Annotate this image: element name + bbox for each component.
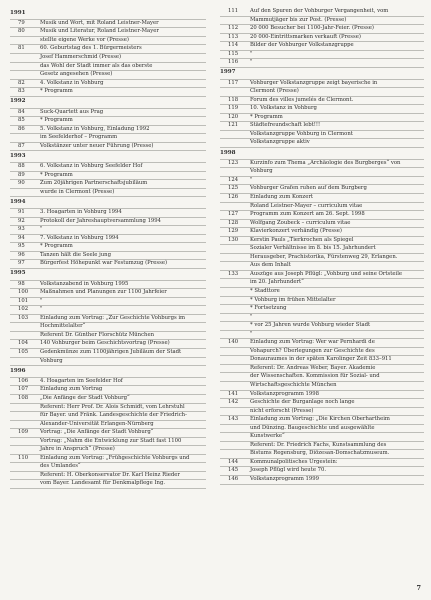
index-entry-line bbox=[10, 421, 206, 430]
index-entry-line bbox=[10, 386, 206, 395]
index-entry-line bbox=[10, 54, 206, 63]
entry-text: Mammutjäger bis zur Post. (Presse) bbox=[250, 16, 347, 23]
index-entry-line bbox=[10, 323, 206, 332]
entry-text: Geschichte der Burganlage noch lange bbox=[250, 399, 355, 406]
entry-number: 80 bbox=[18, 28, 25, 35]
entry-number: 88 bbox=[18, 163, 25, 170]
year-label: 1994 bbox=[10, 198, 26, 205]
index-entry-line bbox=[220, 25, 424, 34]
entry-text: Referent: Dr. Andreas Weber, Bayer. Akademie bbox=[250, 364, 376, 371]
year-heading bbox=[220, 148, 424, 160]
year-label: 1995 bbox=[10, 270, 26, 277]
entry-text: * Programm bbox=[40, 88, 73, 95]
year-label: 1991 bbox=[10, 9, 26, 16]
index-entry-line bbox=[220, 459, 424, 468]
index-entry-line bbox=[220, 51, 424, 60]
entry-text: Bürgerfest Höhepunkt war Festumzug (Presse) bbox=[40, 260, 168, 267]
entry-text: 4. Hoagarten im Seefelder Hof bbox=[40, 377, 123, 384]
entry-text: * Programm bbox=[40, 243, 73, 250]
index-entry-line bbox=[220, 211, 424, 220]
entry-number: 89 bbox=[18, 171, 25, 178]
index-entry-line bbox=[10, 189, 206, 198]
entry-text: Aus dem Inhalt bbox=[250, 262, 291, 269]
entry-text: 5. Volkstanz in Vohburg, Einladung 1992 bbox=[40, 125, 150, 132]
index-entry-line bbox=[220, 131, 424, 140]
entry-text: 4. Volkstanz in Vohburg bbox=[40, 79, 104, 86]
index-entry-line bbox=[220, 245, 424, 254]
entry-number: 90 bbox=[18, 180, 25, 187]
entry-text: Gesetz angesehen (Presse) bbox=[40, 71, 113, 78]
entry-text: " bbox=[40, 226, 43, 233]
entry-number: 124 bbox=[228, 176, 239, 183]
entry-number: 110 bbox=[18, 454, 29, 461]
entry-number: 120 bbox=[228, 113, 239, 120]
entry-text: Kunstwerke“ bbox=[250, 433, 285, 440]
page-number: 7 bbox=[416, 584, 421, 592]
index-entry-line bbox=[10, 20, 206, 29]
entry-number: 116 bbox=[228, 59, 239, 66]
entry-text: Wirtschaftsgeschichte München bbox=[250, 382, 337, 389]
entry-number: 115 bbox=[228, 50, 239, 57]
index-entry-line bbox=[220, 476, 424, 485]
entry-number: 108 bbox=[18, 395, 29, 402]
entry-text: Auszüge aus Joseph Pflügl: „Vohburg und seine Ortsteile bbox=[250, 270, 403, 277]
index-entry-line bbox=[220, 42, 424, 51]
index-entry-line bbox=[220, 305, 424, 314]
index-entry-line bbox=[220, 356, 424, 365]
index-entry-line bbox=[220, 442, 424, 451]
entry-text: Volkstänzer unter neuer Führung (Presse) bbox=[40, 142, 154, 149]
entry-number: 104 bbox=[18, 340, 29, 347]
entry-text: " bbox=[250, 176, 253, 183]
entry-text: des Umlandes“ bbox=[40, 463, 81, 470]
index-entry-line bbox=[10, 298, 206, 307]
year-label: 1998 bbox=[220, 149, 236, 156]
index-entry-line bbox=[220, 97, 424, 106]
entry-text: 6. Volkstanz in Vohburg Seefelder Hof bbox=[40, 163, 143, 170]
entry-text: 10. Volkstanz in Vohburg bbox=[250, 105, 317, 112]
year-heading bbox=[10, 197, 206, 209]
entry-number: 125 bbox=[228, 185, 239, 192]
entry-number: 143 bbox=[228, 416, 239, 423]
entry-text: Bilder der Vohburger Volkstanzgruppe bbox=[250, 42, 354, 49]
entry-text: Joseph Pflügl wird heute 70. bbox=[250, 467, 327, 474]
entry-number: 109 bbox=[18, 429, 29, 436]
entry-text: Maßnahmen und Planungen zur 1100 Jahrfeier bbox=[40, 289, 167, 296]
entry-number: 144 bbox=[228, 458, 239, 465]
entry-number: 130 bbox=[228, 236, 239, 243]
year-label: 1993 bbox=[10, 152, 26, 159]
entry-text: Hochmittelalter“ bbox=[40, 323, 86, 330]
entry-number: 84 bbox=[18, 108, 25, 115]
entry-text: Zum 20jährigen Partnerschaftsjubiläum bbox=[40, 180, 148, 187]
entry-number: 118 bbox=[228, 96, 239, 103]
entry-text: Musik und Literatur, Roland Leistner-Mayer bbox=[40, 28, 159, 35]
entry-number: 79 bbox=[18, 19, 25, 26]
entry-text: " bbox=[40, 306, 43, 313]
index-entry-line bbox=[220, 450, 424, 459]
entry-text: " bbox=[250, 59, 253, 66]
entry-text: nicht erforscht (Presse) bbox=[250, 407, 314, 414]
index-entry-line bbox=[10, 218, 206, 227]
entry-number: 146 bbox=[228, 476, 239, 483]
index-entry-line bbox=[220, 177, 424, 186]
index-entry-line bbox=[220, 122, 424, 131]
entry-number: 95 bbox=[18, 243, 25, 250]
year-heading bbox=[10, 366, 206, 378]
index-entry-line bbox=[220, 237, 424, 246]
index-entry-line bbox=[220, 339, 424, 348]
entry-text: Vortrag: „Die Anfänge der Stadt Vohburg“ bbox=[40, 429, 154, 436]
entry-text: Referent Dr. Günther Florschütz München bbox=[40, 331, 154, 338]
index-entry-line bbox=[220, 34, 424, 43]
entry-text: " bbox=[40, 297, 43, 304]
index-entry-line bbox=[220, 160, 424, 169]
entry-number: 126 bbox=[228, 193, 239, 200]
entry-text: Josef Hammerschmid (Presse) bbox=[40, 53, 122, 60]
index-entry-line bbox=[10, 404, 206, 413]
index-entry-line bbox=[220, 408, 424, 417]
entry-text: Vohburg bbox=[250, 168, 273, 175]
index-entry-line bbox=[10, 260, 206, 269]
entry-text: Städtefreundschaft lebt!!! bbox=[250, 122, 321, 129]
entry-text: das Wohl der Stadt immer als das oberste bbox=[40, 62, 153, 69]
entry-text: Einladung zum Vortrag: „Zur Geschichte Vohburgs im bbox=[40, 314, 186, 321]
index-entry-line bbox=[10, 88, 206, 97]
entry-text: Herausgeber, Prachistorika, Fürstenweg 29, Erlangen. bbox=[250, 253, 398, 260]
entry-text: Vortrag: „Nahm die Entwicklung zur Stadt fast 1100 bbox=[40, 437, 182, 444]
index-entry-line bbox=[220, 416, 424, 425]
entry-number: 97 bbox=[18, 260, 25, 267]
index-entry-line bbox=[220, 220, 424, 229]
entry-text: wurde in Clermont (Presse) bbox=[40, 188, 115, 195]
entry-text: Vohapurch? Überlegungen zur Geschichte des bbox=[250, 347, 375, 354]
entry-text: 60. Geburtstag des 1. Bürgermeisters bbox=[40, 45, 142, 52]
entry-text: Volkstanzgruppe Vohburg in Clermont bbox=[250, 130, 353, 137]
entry-text: Kurzinfo zum Thema „Archäologie des Burgberges“ von bbox=[250, 159, 401, 166]
index-entry-line bbox=[220, 297, 424, 306]
entry-text: Clermont (Presse) bbox=[250, 88, 299, 95]
index-entry-line bbox=[10, 281, 206, 290]
year-heading bbox=[10, 151, 206, 163]
index-entry-line bbox=[220, 288, 424, 297]
index-entry-line bbox=[10, 395, 206, 404]
index-entry-line bbox=[220, 433, 424, 442]
entry-number: 92 bbox=[18, 217, 25, 224]
entry-text: vom Bayer. Landesamt für Denkmalpflege Ing. bbox=[40, 480, 166, 487]
entry-text: Protokoll der Jahreshauptversammlung 1994 bbox=[40, 217, 162, 224]
entry-number: 86 bbox=[18, 125, 25, 132]
entry-text: Referent: Dr. Friedrich Fachs, Kunstsammlung des bbox=[250, 441, 387, 448]
entry-text: Einladung zum Vortrag: Wer war Pernhardi de bbox=[250, 339, 375, 346]
entry-number: 114 bbox=[228, 42, 239, 49]
entry-number: 103 bbox=[18, 314, 29, 321]
index-entry-line bbox=[220, 279, 424, 288]
entry-text: und Dünzing. Baugeschichte und ausgewählte bbox=[250, 424, 375, 431]
entry-text: Auf den Spuren der Vohburger Vergangenheit, vom bbox=[250, 8, 389, 14]
entry-text: im Seefelderhof – Programm bbox=[40, 134, 118, 141]
index-entry-line bbox=[220, 425, 424, 434]
entry-number: 117 bbox=[228, 79, 239, 86]
entry-text: Suck-Quartett aus Prag bbox=[40, 108, 104, 115]
entry-text: Kerstin Pauls „Tierkrochen als Spiegel bbox=[250, 236, 354, 243]
entry-number: 85 bbox=[18, 117, 25, 124]
right-column bbox=[220, 8, 424, 485]
index-entry-line bbox=[10, 126, 206, 135]
entry-number: 128 bbox=[228, 219, 239, 226]
entry-text: Einladung zum Vortrag bbox=[40, 386, 103, 393]
entry-text: 20 000-Eintrittsmarken verkauft (Presse) bbox=[250, 33, 361, 40]
entry-number: 127 bbox=[228, 211, 239, 218]
entry-text: * Stadttore bbox=[250, 288, 280, 294]
index-entry-line bbox=[220, 373, 424, 382]
entry-text: Forum des villes jumelés de Clermont. bbox=[250, 96, 354, 103]
entry-number: 119 bbox=[228, 105, 239, 112]
entry-text: * Fortsetzung bbox=[250, 305, 287, 312]
index-entry-line bbox=[220, 203, 424, 212]
entry-text: Tanzen hält die Seele jung bbox=[40, 251, 111, 258]
entry-number: 93 bbox=[18, 226, 25, 233]
entry-text: Kommunalpolitisches Urgestein: bbox=[250, 458, 338, 465]
index-entry-line bbox=[10, 412, 206, 421]
index-entry-line bbox=[10, 134, 206, 143]
entry-text: Alexander-Universität Erlangen-Nürnberg bbox=[40, 420, 154, 427]
entry-text: 3. Hoagarten in Vohburg 1994 bbox=[40, 209, 122, 216]
entry-text: Volkstanzabend in Vohburg 1995 bbox=[40, 280, 129, 287]
entry-text: Volkstanzprogramm 1998 bbox=[250, 390, 320, 397]
entry-text: 7. Volkstanz in Vohburg 1994 bbox=[40, 234, 119, 241]
index-entry-line bbox=[10, 143, 206, 152]
index-entry-line bbox=[10, 378, 206, 387]
year-heading bbox=[10, 269, 206, 281]
entry-number: 106 bbox=[18, 377, 29, 384]
entry-text: Volkstanzprogramm 1999 bbox=[250, 476, 320, 483]
entry-number: 91 bbox=[18, 209, 25, 216]
index-entry-line bbox=[220, 314, 424, 323]
entry-text: stellte eigene Werke vor (Presse) bbox=[40, 36, 129, 43]
index-entry-line bbox=[10, 472, 206, 481]
entry-text: 20 000 Besucher bei 1100-Jahr-Feier. (Presse) bbox=[250, 25, 374, 32]
index-entry-line bbox=[10, 438, 206, 447]
entry-text: Einladung zum Vortrag: „Die Kirchen Oberhartheim bbox=[250, 416, 390, 423]
index-entry-line bbox=[220, 8, 424, 17]
entry-number: 83 bbox=[18, 88, 25, 95]
index-entry-line bbox=[10, 463, 206, 472]
entry-text: " bbox=[250, 313, 253, 320]
index-entry-line bbox=[220, 105, 424, 114]
entry-text: Jahre in Anspruch“ (Presse) bbox=[40, 446, 115, 453]
entry-number: 101 bbox=[18, 297, 29, 304]
entry-text: Vohburger Grafen ruhen auf dem Burgberg bbox=[250, 185, 367, 192]
index-entry-line bbox=[220, 139, 424, 148]
entry-text: * Programm bbox=[250, 113, 283, 120]
entry-number: 123 bbox=[228, 159, 239, 166]
entry-text: „Die Anfänge der Stadt Vohburg“ bbox=[40, 395, 130, 402]
entry-number: 105 bbox=[18, 349, 29, 356]
index-entry-line bbox=[220, 194, 424, 203]
entry-text: Referent: Herr Prof. Dr. Alois Schmidt, vom Lehrstuhl bbox=[40, 403, 185, 410]
entry-number: 140 bbox=[228, 339, 239, 346]
entry-number: 145 bbox=[228, 467, 239, 474]
entry-number: 100 bbox=[18, 289, 29, 296]
entry-text: * vor 25 Jahren wurde Vohburg wieder Stadt bbox=[250, 322, 371, 329]
index-entry-line bbox=[10, 226, 206, 235]
index-entry-line bbox=[220, 348, 424, 357]
year-heading bbox=[10, 8, 206, 20]
entry-number: 141 bbox=[228, 390, 239, 397]
entry-text: Klavierkonzert verhändig (Presse) bbox=[250, 228, 342, 235]
entry-number: 129 bbox=[228, 228, 239, 235]
index-entry-line bbox=[220, 399, 424, 408]
entry-text: Programm zum Konzert am 26. Sept. 1998 bbox=[250, 211, 365, 218]
entry-text: Volkstanzgruppe aktiv bbox=[250, 139, 310, 146]
entry-number: 94 bbox=[18, 234, 25, 241]
index-entry-line bbox=[10, 172, 206, 181]
index-entry-line bbox=[220, 17, 424, 26]
index-entry-line bbox=[220, 228, 424, 237]
index-entry-line bbox=[220, 254, 424, 263]
entry-number: 102 bbox=[18, 306, 29, 313]
index-entry-line bbox=[220, 88, 424, 97]
entry-text: * Programm bbox=[40, 117, 73, 124]
entry-number: 81 bbox=[18, 45, 25, 52]
entry-text: 140 Vohburger beim Geschichtsvortrag (Presse) bbox=[40, 340, 170, 347]
entry-text: * Vohburg im frühen Mittelalter bbox=[250, 296, 336, 303]
entry-text: Vohburg bbox=[40, 357, 63, 364]
entry-text: Roland Leistner-Mayer – curriculum vitae bbox=[250, 202, 363, 209]
entry-text: Wolfgang Zoubeck – curriculum vitae bbox=[250, 219, 351, 226]
left-column bbox=[10, 8, 206, 489]
entry-number: 142 bbox=[228, 399, 239, 406]
entry-text: im 20. Jahrhundert“ bbox=[250, 279, 304, 286]
index-entry-line bbox=[10, 45, 206, 54]
entry-text: " bbox=[250, 330, 253, 337]
entry-text: Einladung zum Konzert bbox=[250, 193, 314, 200]
entry-text: für Bayer. und Fränk. Landesgeschichte der Friedrich- bbox=[40, 412, 187, 419]
index-entry-line bbox=[220, 365, 424, 374]
entry-number: 133 bbox=[228, 270, 239, 277]
entry-text: Referent: H. Oberkonservator Dr. Karl Heinz Rieder bbox=[40, 471, 180, 478]
index-entry-line bbox=[10, 243, 206, 252]
entry-text: Vohburger Volkstanzgruppe zeigt bayerische in bbox=[250, 79, 378, 86]
year-heading bbox=[10, 97, 206, 109]
index-entry-line bbox=[10, 480, 206, 489]
year-label: 1997 bbox=[220, 69, 236, 76]
entry-text: Sozialer Verhältnisse im 8. bis 15. Jahrhundert bbox=[250, 245, 376, 252]
entry-text: * Programm bbox=[40, 171, 73, 178]
index-entry-line bbox=[10, 358, 206, 367]
index-entry-line bbox=[10, 117, 206, 126]
index-entry-line bbox=[10, 28, 206, 37]
index-entry-line bbox=[10, 71, 206, 80]
entry-text: der Wissenschaften. Kommission für Sozial- und bbox=[250, 373, 380, 380]
entry-text: Donauraumes in der späten Karolinger Zeit 833–911 bbox=[250, 356, 392, 363]
index-entry-line bbox=[220, 391, 424, 400]
entry-number: 111 bbox=[228, 8, 239, 14]
index-entry-line bbox=[10, 63, 206, 72]
entry-text: Einladung zum Vortrag: „Frühgeschichte Vohburgs und bbox=[40, 454, 190, 461]
year-heading bbox=[220, 68, 424, 80]
index-entry-line bbox=[10, 306, 206, 315]
index-entry-line bbox=[10, 289, 206, 298]
index-entry-line bbox=[220, 168, 424, 177]
entry-text: " bbox=[250, 50, 253, 57]
entry-text: Musik und Wort, mit Roland Leistner-Mayer bbox=[40, 19, 159, 26]
index-entry-line bbox=[220, 185, 424, 194]
index-entry-line bbox=[10, 235, 206, 244]
index-entry-line bbox=[220, 59, 424, 68]
index-entry-line bbox=[10, 80, 206, 89]
index-entry-line bbox=[220, 331, 424, 340]
index-entry-line bbox=[10, 340, 206, 349]
index-entry-line bbox=[10, 209, 206, 218]
index-entry-line bbox=[10, 349, 206, 358]
index-entry-line bbox=[220, 80, 424, 89]
entry-number: 107 bbox=[18, 386, 29, 393]
entry-text: Bistums Regensburg, Diözesan-Domschatzmuseum. bbox=[250, 450, 390, 457]
entry-number: 121 bbox=[228, 122, 239, 129]
index-entry-line bbox=[10, 429, 206, 438]
entry-number: 113 bbox=[228, 33, 239, 40]
entry-number: 87 bbox=[18, 142, 25, 149]
year-label: 1996 bbox=[10, 367, 26, 374]
entry-number: 98 bbox=[18, 280, 25, 287]
index-entry-line bbox=[220, 467, 424, 476]
index-entry-line bbox=[220, 322, 424, 331]
index-entry-line bbox=[220, 382, 424, 391]
index-entry-line bbox=[10, 109, 206, 118]
index-entry-line bbox=[10, 37, 206, 46]
index-entry-line bbox=[10, 180, 206, 189]
entry-number: 112 bbox=[228, 25, 239, 32]
index-entry-line bbox=[220, 114, 424, 123]
entry-text: Gedenkmünze zum 1100jährigen Jubiläum der Stadt bbox=[40, 349, 182, 356]
index-entry-line bbox=[10, 446, 206, 455]
index-entry-line bbox=[10, 163, 206, 172]
entry-number: 82 bbox=[18, 79, 25, 86]
year-label: 1992 bbox=[10, 98, 26, 105]
entry-number: 96 bbox=[18, 251, 25, 258]
index-entry-line bbox=[220, 262, 424, 271]
